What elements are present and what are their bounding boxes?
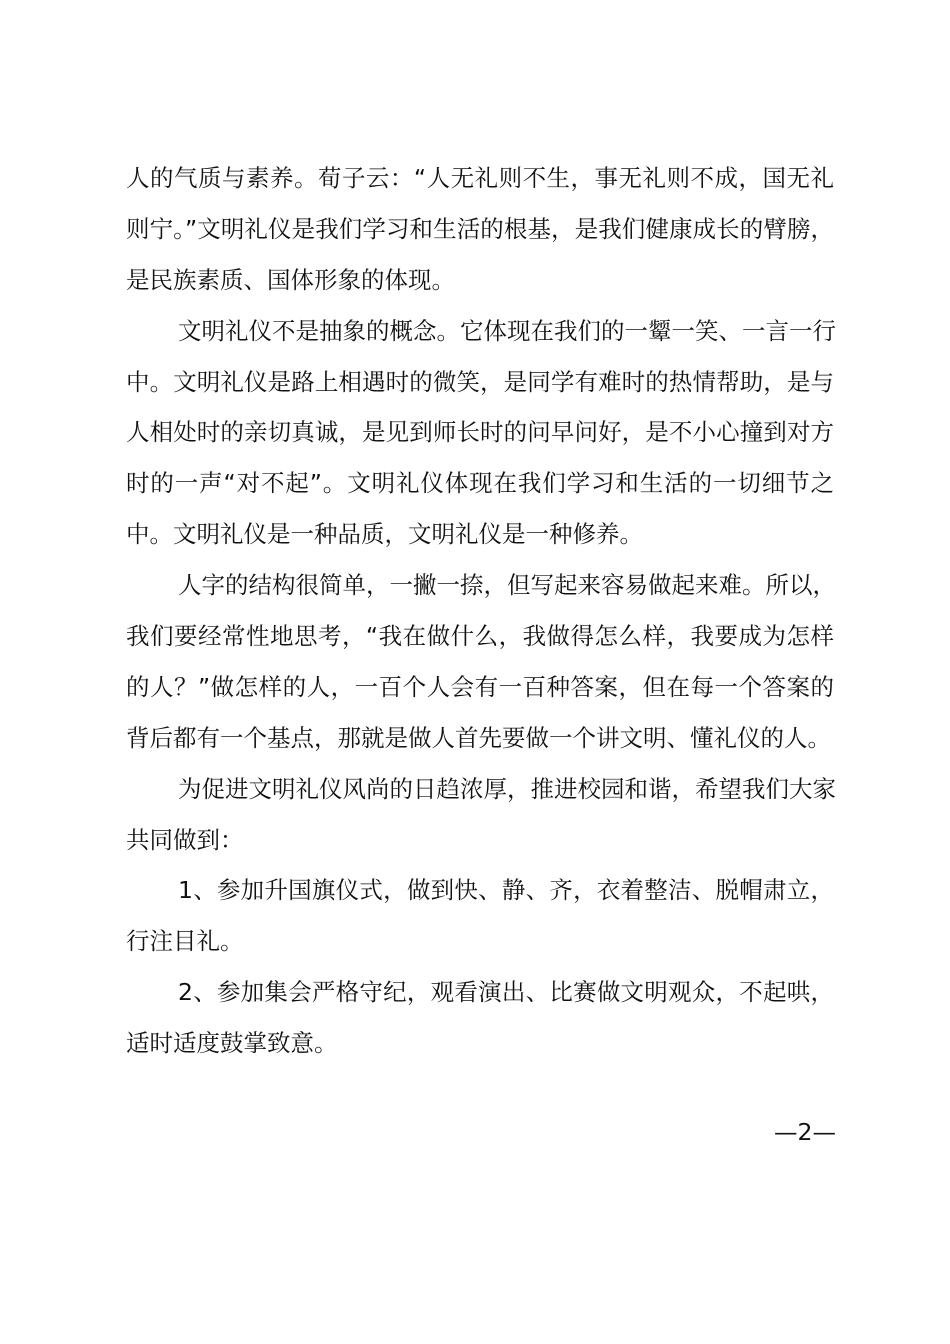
list-item-line: 1、参加升国旗仪式，做到快、静、齐，衣着整洁、脱帽肃立， [178, 876, 834, 905]
list-item-line: 适时适度鼓掌致意。 [126, 1029, 338, 1058]
paragraph-line: 是民族素质、国体形象的体现。 [126, 265, 455, 294]
paragraph-line: 为促进文明礼仪风尚的日趋浓厚，推进校园和谐，希望我们大家 [178, 774, 836, 803]
list-item-line: 2、参加集会严格守纪，观看演出、比赛做文明观众，不起哄， [178, 978, 834, 1007]
paragraph-line: 我们要经常性地思考，“我在做什么，我做得怎么样，我要成为怎样 [126, 622, 834, 651]
paragraph-line: 人的气质与素养。荀子云：“人无礼则不生，事无礼则不成，国无礼 [126, 164, 834, 192]
paragraph-line: 则宁。”文明礼仪是我们学习和生活的根基，是我们健康成长的臂膀， [126, 214, 834, 243]
paragraph-line: 的人？”做怎样的人，一百个人会有一百种答案，但在每一个答案的 [126, 672, 834, 701]
list-item-line: 行注目礼。 [126, 927, 244, 956]
paragraph-line: 文明礼仪不是抽象的概念。它体现在我们的一颦一笑、一言一行 [178, 316, 836, 345]
paragraph-line: 中。文明礼仪是路上相遇时的微笑，是同学有难时的热情帮助，是与 [126, 367, 834, 396]
paragraph-line: 人相处时的亲切真诚，是见到师长时的问早问好，是不小心撞到对方 [126, 418, 834, 447]
body-text [126, 163, 834, 1079]
paragraph-line: 共同做到： [126, 825, 244, 854]
paragraph-line: 人字的结构很简单，一撇一捺，但写起来容易做起来难。所以， [178, 571, 836, 600]
paragraph-line: 中。文明礼仪是一种品质，文明礼仪是一种修养。 [126, 520, 643, 549]
paragraph-line: 时的一声“对不起”。文明礼仪体现在我们学习和生活的一切细节之 [126, 469, 834, 498]
paragraph-line: 背后都有一个基点，那就是做人首先要做一个讲文明、懂礼仪的人。 [126, 723, 831, 752]
page-number: —2— [774, 1118, 836, 1146]
